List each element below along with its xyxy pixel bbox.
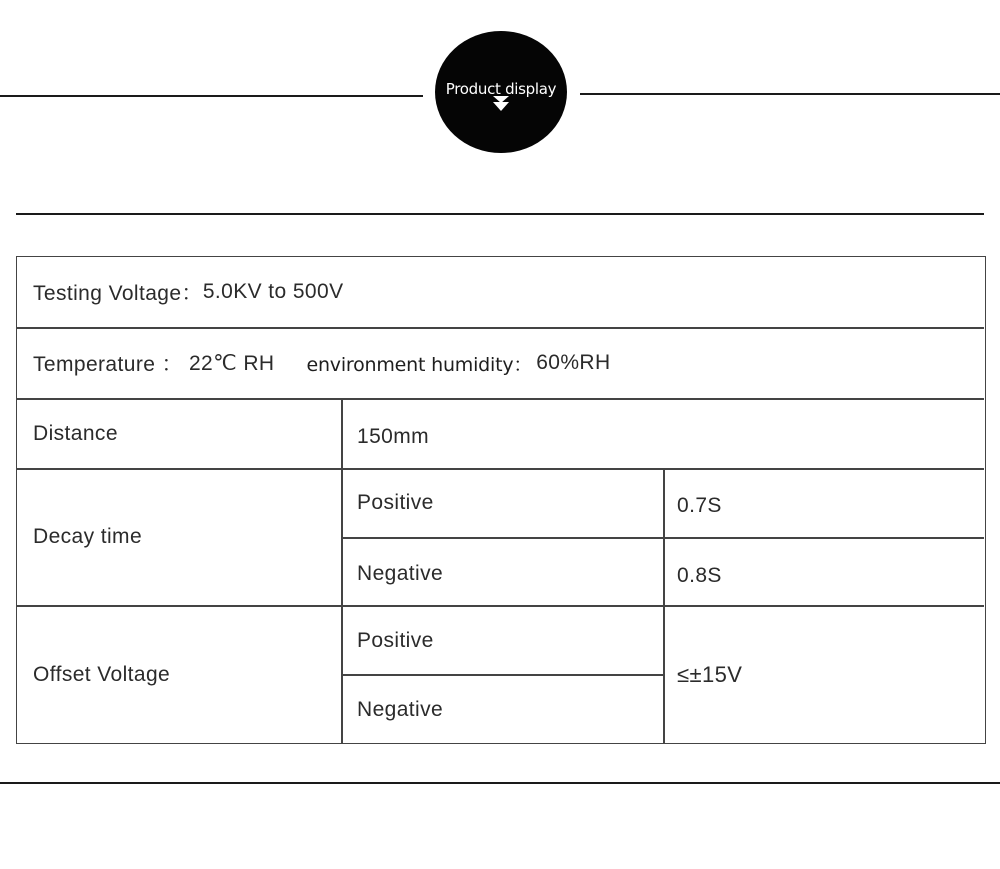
- product-display-badge: [435, 31, 567, 153]
- row-divider: [342, 674, 664, 676]
- decay-positive-label: Positive: [357, 491, 434, 514]
- column-divider: [341, 398, 343, 743]
- spec-table: [16, 256, 986, 744]
- offset-voltage-label: Offset Voltage: [33, 662, 171, 686]
- decay-negative-value: 0.8S: [677, 564, 722, 587]
- decay-time-label: Decay time: [33, 525, 143, 548]
- down-arrow-icon: [493, 102, 509, 111]
- header-rule-left: [0, 95, 423, 97]
- distance-value: 150mm: [357, 424, 430, 448]
- offset-voltage-value: ≤±15V: [677, 661, 743, 687]
- temperature-value: 22℃ RH: [188, 351, 275, 375]
- offset-positive-label: Positive: [357, 628, 434, 652]
- temperature-label: Temperature ：: [33, 353, 183, 376]
- humidity-label: environment humidity：: [306, 353, 533, 376]
- decay-positive-value: 0.7S: [677, 494, 722, 517]
- section-divider-bottom: [0, 782, 1000, 784]
- testing-voltage-value: 5.0KV to 500V: [202, 280, 344, 303]
- column-divider: [663, 468, 665, 743]
- badge-label: Product display: [445, 79, 557, 98]
- row-divider: [17, 468, 984, 470]
- decay-negative-label: Negative: [357, 562, 444, 585]
- distance-label: Distance: [33, 421, 118, 445]
- row-divider: [17, 398, 984, 400]
- offset-negative-label: Negative: [357, 698, 444, 721]
- humidity-value: 60%RH: [536, 351, 611, 374]
- section-divider-top: [16, 213, 984, 215]
- testing-voltage-label: Testing Voltage：: [33, 282, 203, 305]
- testing-voltage-row: [33, 257, 343, 327]
- header-rule-right: [580, 93, 1000, 95]
- temperature-row: [33, 328, 611, 398]
